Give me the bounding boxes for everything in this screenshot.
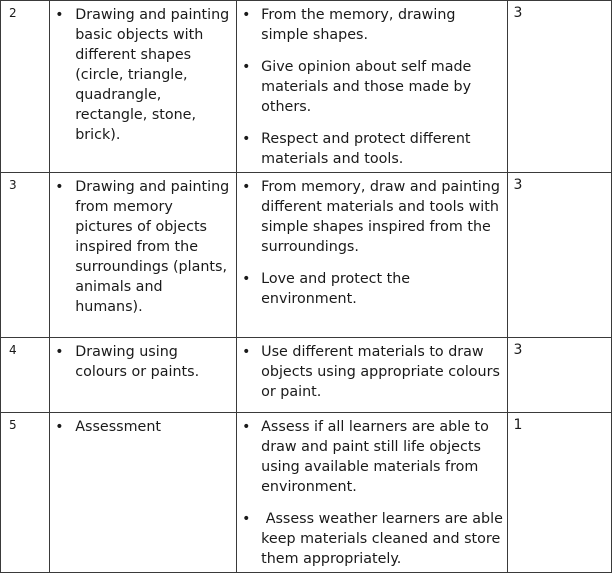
- competence-item: [237, 417, 503, 497]
- periods-cell: [508, 173, 612, 338]
- content-cell: [50, 338, 237, 413]
- bullet-icon: •: [242, 131, 251, 147]
- content-text: Drawing using colours or paints.: [75, 344, 200, 380]
- row-number: 4: [9, 343, 17, 357]
- bullet-icon: •: [55, 179, 64, 195]
- content-item: [50, 5, 232, 145]
- periods-cell: [508, 413, 612, 573]
- competence-item: [237, 342, 503, 402]
- competence-item: [237, 57, 503, 117]
- competences-cell: [237, 1, 508, 173]
- content-item: [50, 177, 232, 317]
- content-cell: [50, 173, 237, 338]
- bullet-icon: •: [242, 271, 251, 287]
- competence-text: Give opinion about self made materials and those made by others.: [261, 59, 472, 115]
- competence-text: Assess weather learners are able keep materials cleaned and store them appropriately.: [261, 511, 508, 567]
- bullet-icon: •: [55, 344, 64, 360]
- table-row: [1, 1, 612, 173]
- periods-value: 1: [513, 417, 523, 433]
- bullet-icon: •: [242, 419, 251, 435]
- periods-cell: [508, 338, 612, 413]
- competence-text: Respect and protect different materials and tools.: [261, 131, 471, 167]
- table-row: [1, 413, 612, 573]
- competence-item: [237, 269, 503, 309]
- bullet-icon: •: [242, 344, 251, 360]
- content-item: [50, 342, 232, 382]
- row-number: 5: [9, 418, 17, 432]
- periods-cell: [508, 1, 612, 173]
- bullet-icon: •: [242, 179, 251, 195]
- bullet-icon: •: [55, 7, 64, 23]
- content-cell: [50, 413, 237, 573]
- competence-text: Use different materials to draw objects using appropriate colours or paint.: [261, 344, 500, 400]
- periods-value: 3: [513, 177, 523, 193]
- row-number-cell: [1, 338, 50, 413]
- row-number-cell: [1, 1, 50, 173]
- periods-value: 3: [513, 342, 523, 358]
- bullet-icon: •: [242, 511, 251, 527]
- competence-item: [237, 129, 503, 169]
- content-text: Assessment: [75, 419, 161, 435]
- competence-item: [237, 509, 508, 569]
- competence-item: [237, 177, 503, 257]
- competence-text: Assess if all learners are able to draw and paint still life objects using available materials from environment.: [261, 419, 489, 495]
- bullet-icon: •: [242, 7, 251, 23]
- row-number: 3: [9, 178, 17, 192]
- content-cell: [50, 1, 237, 173]
- competences-cell: [237, 338, 508, 413]
- table-row: [1, 173, 612, 338]
- competence-text: Love and protect the environment.: [261, 271, 411, 307]
- competence-item: [237, 5, 503, 45]
- row-number-cell: [1, 413, 50, 573]
- competence-text: From memory, draw and painting different materials and tools with simple shapes inspired from the surroundings.: [261, 179, 500, 255]
- competence-text: From the memory, drawing simple shapes.: [261, 7, 456, 43]
- bullet-icon: •: [242, 59, 251, 75]
- bullet-icon: •: [55, 419, 64, 435]
- content-text: Drawing and painting from memory pictures of objects inspired from the surroundings (plants, animals and humans).: [75, 179, 230, 315]
- row-number-cell: [1, 173, 50, 338]
- content-text: Drawing and painting basic objects with different shapes (circle, triangle, quadrangle, rectangle, stone, brick).: [75, 7, 230, 143]
- table-row: [1, 338, 612, 413]
- competences-cell: [237, 413, 508, 573]
- competences-cell: [237, 173, 508, 338]
- periods-value: 3: [513, 5, 523, 21]
- content-item: [50, 417, 232, 437]
- row-number: 2: [9, 6, 17, 20]
